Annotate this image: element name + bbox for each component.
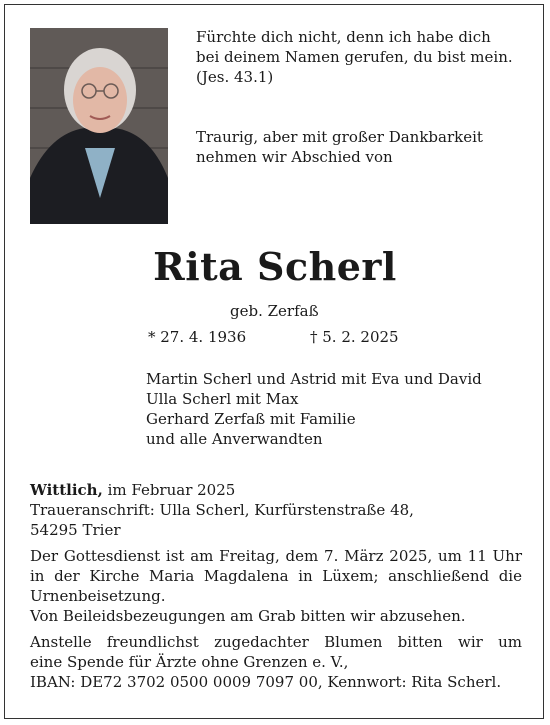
birth-name: geb. Zerfaß [230, 302, 319, 320]
verse-line: Fürchte dich nicht, denn ich habe dich [196, 28, 491, 46]
date: im Februar 2025 [102, 481, 236, 499]
bible-verse [196, 27, 513, 87]
service-line: in der Kirche Maria Magdalena in Lüxem; anschließend die [30, 567, 522, 585]
donation-line: eine Spende für Ärzte ohne Grenzen e. V., [30, 653, 349, 671]
mourner-line: Martin Scherl und Astrid mit Eva und David [146, 370, 482, 388]
iban-line: IBAN: DE72 3702 0500 0009 7097 00, Kennwort: Rita Scherl. [30, 673, 502, 691]
death-date: † 5. 2. 2025 [310, 328, 399, 346]
intro-text [196, 127, 483, 167]
mourner-line: und alle Anverwandten [146, 430, 323, 448]
deceased-name: Rita Scherl [153, 244, 397, 289]
donation-line: Anstelle freundlichst zugedachter Blumen bitten wir um [30, 633, 522, 651]
service-line: Urnenbeisetzung. [30, 587, 166, 605]
address-line: 54295 Trier [30, 521, 121, 539]
intro-line: nehmen wir Abschied von [196, 148, 393, 166]
intro-line: Traurig, aber mit großer Dankbarkeit [196, 128, 483, 146]
service-line: Der Gottesdienst ist am Freitag, dem 7. März 2025, um 11 Uhr [30, 547, 522, 565]
verse-line: bei deinem Namen gerufen, du bist mein. [196, 48, 513, 66]
address-line: Traueranschrift: Ulla Scherl, Kurfürstenstraße 48, [30, 501, 414, 519]
mourner-line: Ulla Scherl mit Max [146, 390, 299, 408]
funeral-details [30, 480, 522, 692]
birth-date: * 27. 4. 1936 [148, 328, 247, 346]
condolence-note: Von Beileidsbezeugungen am Grab bitten wir abzusehen. [30, 607, 466, 625]
place: Wittlich, [30, 481, 103, 499]
mourner-line: Gerhard Zerfaß mit Familie [146, 410, 356, 428]
mourners-list [146, 369, 482, 449]
place-date-line [30, 480, 522, 500]
verse-reference: (Jes. 43.1) [196, 68, 274, 86]
portrait-photo [30, 28, 168, 224]
